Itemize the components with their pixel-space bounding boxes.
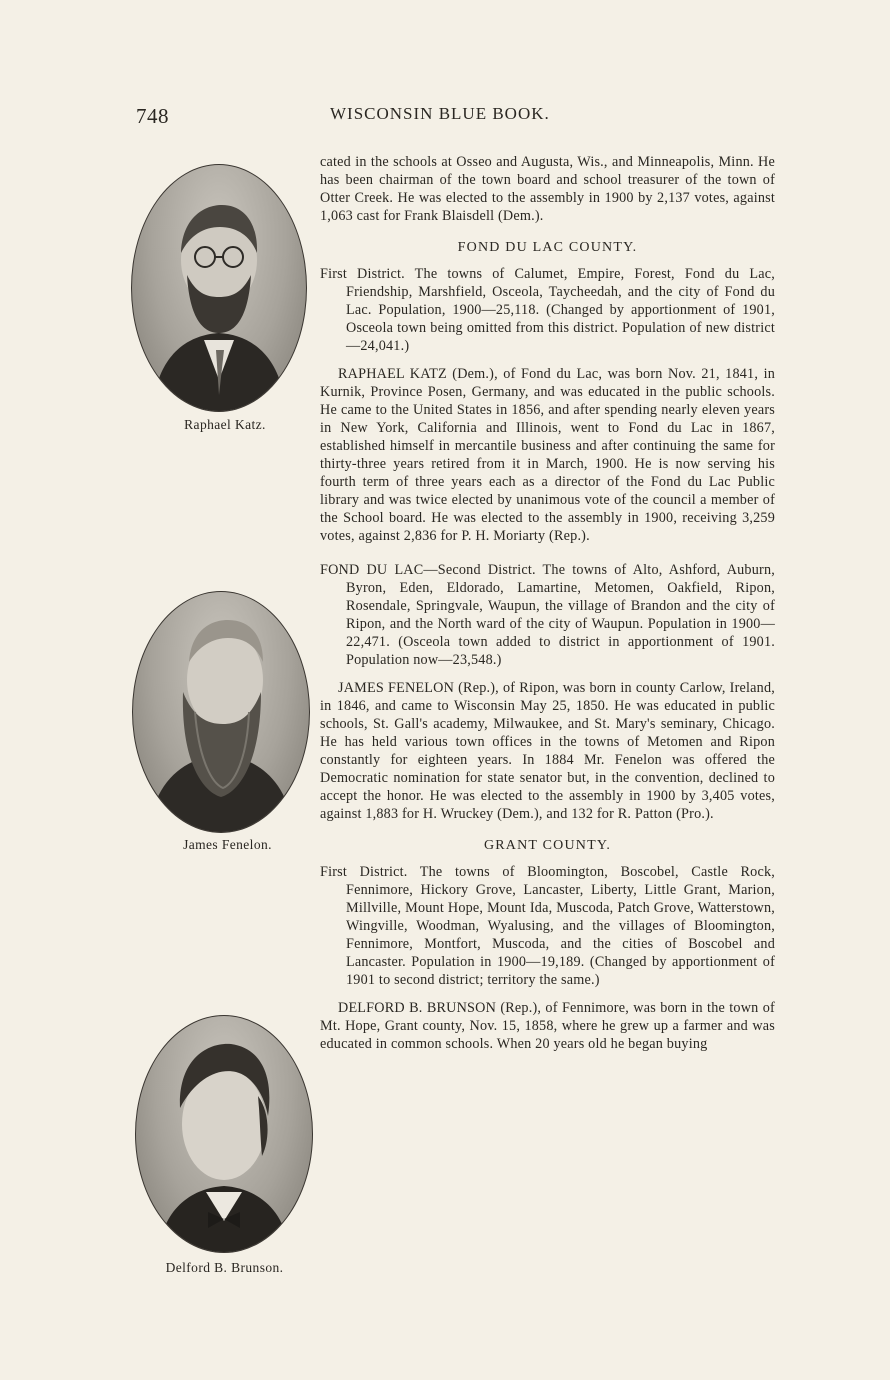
portrait-caption: Delford B. Brunson. (165, 1260, 284, 1275)
portrait-caption: Raphael Katz. (184, 417, 266, 432)
portrait-caption: James Fenelon. (183, 837, 272, 852)
long-bearded-man-photo (133, 592, 309, 832)
portrait-photo-katz (131, 164, 307, 412)
bearded-man-glasses-photo (132, 165, 306, 411)
running-title: WISCONSIN BLUE BOOK. (330, 104, 550, 123)
page-number: 748 (136, 104, 169, 128)
text-column (320, 153, 775, 1053)
portrait-photo-fenelon (132, 591, 310, 833)
county-heading-grant: GRANT COUNTY. (483, 838, 612, 853)
young-man-bowtie-photo (136, 1016, 312, 1252)
district-description: FOND DU LAC—Second District. The towns of Alto, Ashford, Auburn, Byron, Eden, Eldorado, Lamartine, Metomen, Oakfield, Ripon, Rosendale, Springvale, Waupun, the village of Brandon and the city of Ripon, and the North ward of the city of Waupun. Population in 1900—22,471. (Osceola town added to district in apportionment of 1901. Population now—23,548.) (320, 562, 775, 668)
biography-delford-brunson: DELFORD B. BRUNSON (Rep.), of Fennimore, was born in the town of Mt. Hope, Grant county, Nov. 15, 1858, where he grew up a farmer and was educated in common schools. When 20 years old he began buying (320, 1000, 775, 1052)
continuation-paragraph: cated in the schools at Osseo and Augusta, Wis., and Minneapolis, Minn. He has been chairman of the town board and school treasurer of the town of Otter Creek. He was elected to the assembly in 1900 by 2,137 votes, against 1,063 cast for Frank Blaisdell (Dem.). (320, 154, 775, 224)
biography-raphael-katz: RAPHAEL KATZ (Dem.), of Fond du Lac, was born Nov. 21, 1841, in Kurnik, Province Posen, Germany, and was educated in the public schools. He came to the United States in 1856, and after spending nearly eleven years in New York, California and Illinois, went to Fond du Lac in 1867, established himself in mercantile business and after continuing the same for thirty-three years retired from it in March, 1900. He is now serving his fourth term of three years each as a director of the Fond du Lac Public library and was twice elected by unanimous vote of the council a member of the School board. He was elected to the assembly in 1900, receiving 3,259 votes, against 2,836 for P. H. Moriarty (Rep.). (320, 366, 775, 544)
county-heading-fond-du-lac: FOND DU LAC COUNTY. (457, 240, 638, 255)
district-description: First District. The towns of Bloomington, Boscobel, Castle Rock, Fennimore, Hickory Grove, Lancaster, Liberty, Little Grant, Marion, Millville, Mount Hope, Mount Ida, Muscoda, Patch Grove, Watterstown, Wingville, Woodman, Wyalusing, and the villages of Bloomington, Fennimore, Montfort, Muscoda, and the cities of Boscobel and Lancaster. Population in 1900—19,189. (Changed by apportionment of 1901 to second district; territory the same.) (320, 864, 775, 988)
portrait-photo-brunson (135, 1015, 313, 1253)
biography-james-fenelon: JAMES FENELON (Rep.), of Ripon, was born in county Carlow, Ireland, in 1846, and came to Wisconsin May 25, 1850. He was educated in public schools, St. Gall's academy, Milwaukee, and St. Mary's seminary, Chicago. He has held various town offices in the towns of Metomen and Ripon constantly for eighteen years. In 1884 Mr. Fenelon was offered the Democratic nomination for state senator but, in the convention, declined to accept the honor. He was elected to the assembly in 1900 by 3,405 votes, against 1,883 for H. Wruckey (Dem.), and 132 for R. Patton (Pro.). (320, 680, 775, 822)
district-description: First District. The towns of Calumet, Empire, Forest, Fond du Lac, Friendship, Marshfield, Osceola, Taycheedah, and the city of Fond du Lac. Population, 1900—25,118. (Changed by apportionment of 1901, Osceola town being omitted from this district. Population of new district—24,041.) (320, 266, 775, 354)
